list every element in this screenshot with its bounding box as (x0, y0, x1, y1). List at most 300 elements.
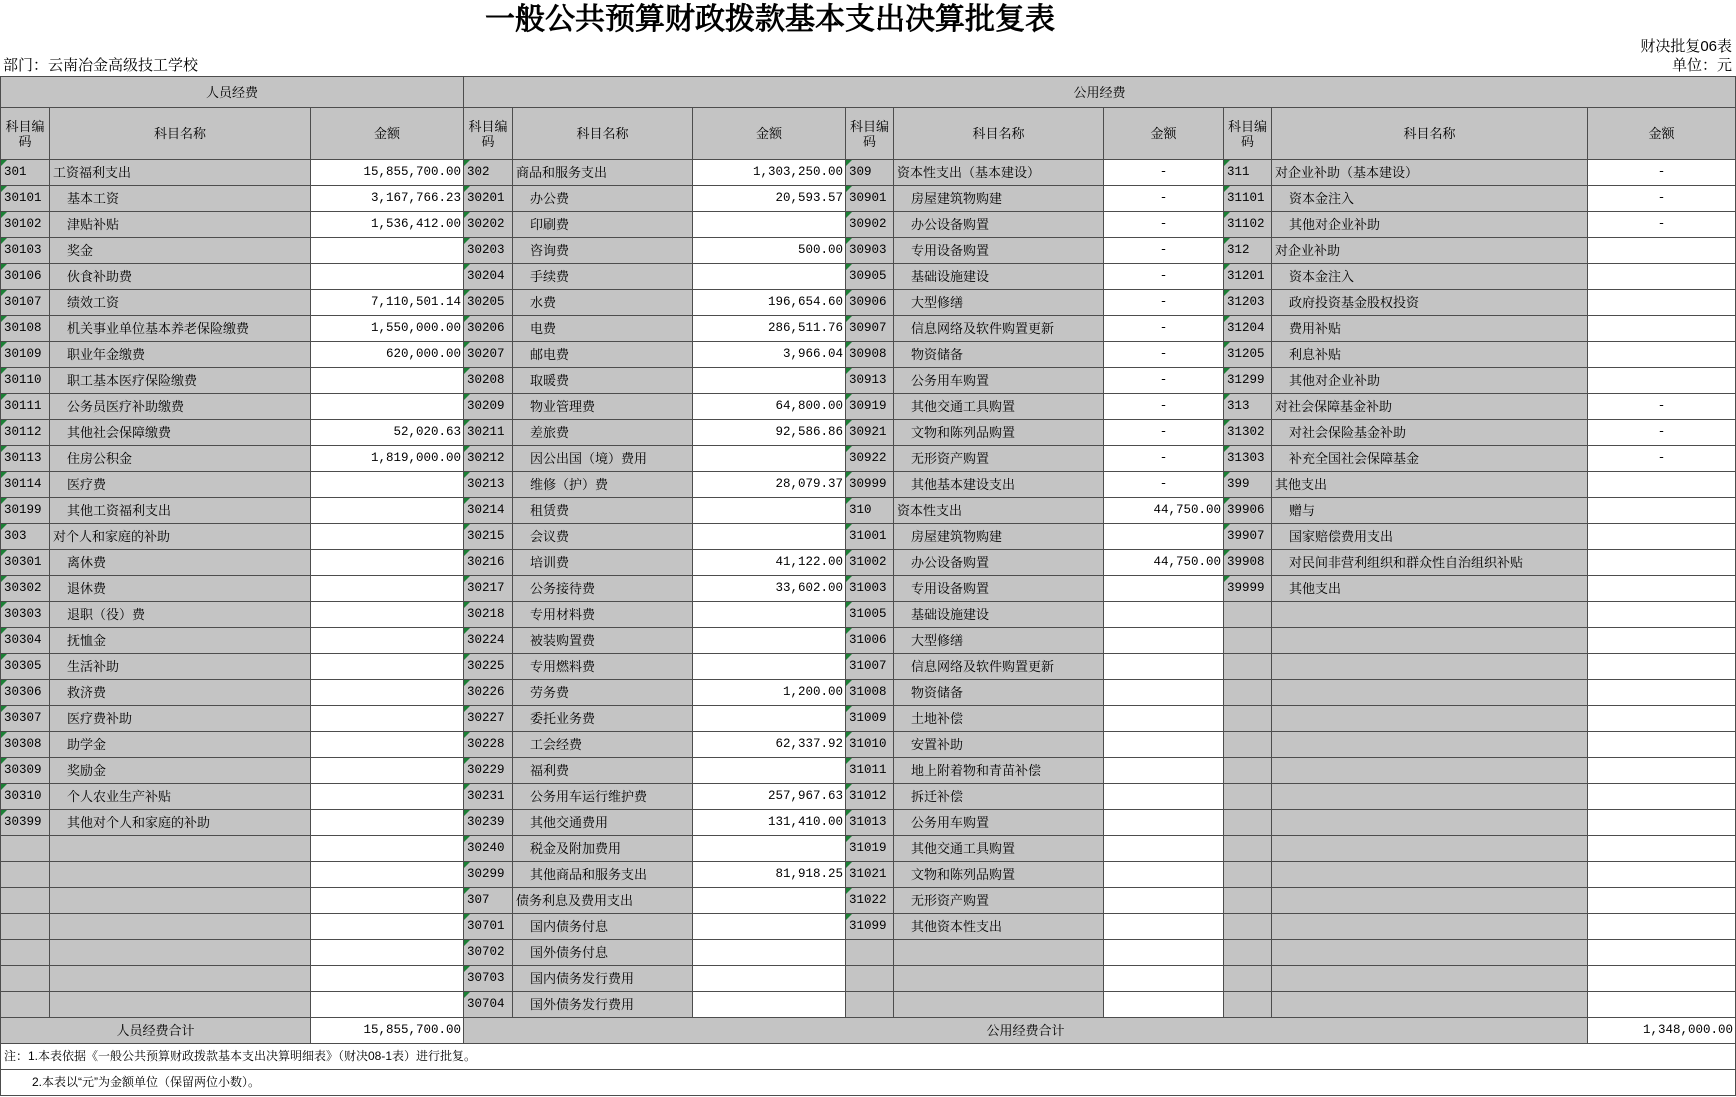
goods-services-amount-cell: 257,967.63 (693, 784, 846, 810)
capital-amount-cell (1104, 576, 1224, 602)
capital-amount-cell (1104, 940, 1224, 966)
personnel-name-cell: 医疗费补助 (50, 706, 311, 732)
subsidies-other-code-cell (1224, 914, 1272, 940)
personnel-amount-cell (311, 472, 464, 498)
capital-name-cell: 物资储备 (894, 680, 1104, 706)
capital-amount-cell: - (1104, 238, 1224, 264)
goods-services-code-cell: 30231 (464, 784, 513, 810)
goods-services-code-cell: 30224 (464, 628, 513, 654)
note-1: 注：1.本表依据《一般公共预算财政拨款基本支出决算明细表》（财决08-1表）进行批复。 (1, 1044, 1736, 1070)
capital-code-cell (846, 992, 894, 1018)
personnel-total-label: 人员经费合计 (1, 1018, 311, 1044)
personnel-code-cell: 30301 (1, 550, 50, 576)
personnel-amount-cell: 7,110,501.14 (311, 290, 464, 316)
capital-name-cell: 安置补助 (894, 732, 1104, 758)
goods-services-code-cell: 30211 (464, 420, 513, 446)
subsidies-other-code-cell (1224, 628, 1272, 654)
capital-name-cell: 专用设备购置 (894, 238, 1104, 264)
capital-amount-cell: - (1104, 342, 1224, 368)
personnel-code-cell: 30111 (1, 394, 50, 420)
goods-services-name-cell: 咨询费 (513, 238, 693, 264)
goods-services-amount-cell: 41,122.00 (693, 550, 846, 576)
goods-services-name-cell: 差旅费 (513, 420, 693, 446)
goods-services-code-cell: 30215 (464, 524, 513, 550)
subsidies-other-name-cell (1272, 654, 1588, 680)
capital-amount-cell: - (1104, 212, 1224, 238)
subsidies-other-amount-cell: - (1588, 394, 1736, 420)
subsidies-other-amount-cell: - (1588, 446, 1736, 472)
goods-services-amount-cell: 64,800.00 (693, 394, 846, 420)
goods-services-code-cell: 30217 (464, 576, 513, 602)
personnel-code-cell: 30399 (1, 810, 50, 836)
personnel-code-cell: 30302 (1, 576, 50, 602)
subsidies-other-code-cell: 39906 (1224, 498, 1272, 524)
personnel-amount-cell (311, 784, 464, 810)
capital-name-cell: 资本性支出（基本建设） (894, 160, 1104, 186)
capital-name-cell: 信息网络及软件购置更新 (894, 316, 1104, 342)
capital-name-cell: 文物和陈列品购置 (894, 862, 1104, 888)
subsidies-other-code-cell (1224, 680, 1272, 706)
subsidies-other-name-cell (1272, 940, 1588, 966)
personnel-code-cell: 303 (1, 524, 50, 550)
subsidies-other-name-cell: 其他支出 (1272, 472, 1588, 498)
goods-services-code-cell: 30701 (464, 914, 513, 940)
goods-services-code-cell: 30208 (464, 368, 513, 394)
personnel-name-cell: 退职（役）费 (50, 602, 311, 628)
capital-name-cell (894, 992, 1104, 1018)
subsidies-other-code-cell (1224, 888, 1272, 914)
personnel-amount-cell (311, 238, 464, 264)
personnel-amount-cell: 1,550,000.00 (311, 316, 464, 342)
capital-code-header: 科目编码 (846, 108, 894, 160)
goods-services-amount-cell: 3,966.04 (693, 342, 846, 368)
personnel-name-cell: 其他对个人和家庭的补助 (50, 810, 311, 836)
subsidies-other-name-cell: 资本金注入 (1272, 264, 1588, 290)
subsidies-other-amount-cell: - (1588, 212, 1736, 238)
subsidies-other-amount-cell (1588, 264, 1736, 290)
subsidies-other-amount-header: 金额 (1588, 108, 1736, 160)
goods-services-code-cell: 30202 (464, 212, 513, 238)
personnel-code-cell: 30102 (1, 212, 50, 238)
personnel-code-cell: 30113 (1, 446, 50, 472)
personnel-amount-cell (311, 940, 464, 966)
subsidies-other-code-cell: 31302 (1224, 420, 1272, 446)
capital-name-cell (894, 940, 1104, 966)
goods-services-amount-cell: 1,303,250.00 (693, 160, 846, 186)
personnel-amount-cell (311, 368, 464, 394)
personnel-code-cell: 30108 (1, 316, 50, 342)
subsidies-other-name-cell: 对社会保障基金补助 (1272, 394, 1588, 420)
capital-code-cell (846, 966, 894, 992)
personnel-code-cell: 30303 (1, 602, 50, 628)
personnel-code-cell (1, 914, 50, 940)
personnel-code-cell (1, 966, 50, 992)
personnel-code-cell: 301 (1, 160, 50, 186)
capital-code-cell: 30907 (846, 316, 894, 342)
personnel-code-cell (1, 940, 50, 966)
subsidies-other-code-cell: 31101 (1224, 186, 1272, 212)
personnel-name-cell: 抚恤金 (50, 628, 311, 654)
goods-services-name-cell: 因公出国（境）费用 (513, 446, 693, 472)
subsidies-other-amount-cell (1588, 862, 1736, 888)
capital-code-cell: 31011 (846, 758, 894, 784)
subsidies-other-code-cell (1224, 706, 1272, 732)
personnel-amount-cell (311, 264, 464, 290)
capital-amount-cell: - (1104, 472, 1224, 498)
subsidies-other-code-cell: 311 (1224, 160, 1272, 186)
goods-services-code-header: 科目编码 (464, 108, 513, 160)
goods-services-amount-cell (693, 940, 846, 966)
subsidies-other-amount-cell: - (1588, 186, 1736, 212)
capital-amount-header: 金额 (1104, 108, 1224, 160)
subsidies-other-code-cell (1224, 758, 1272, 784)
capital-code-cell: 309 (846, 160, 894, 186)
subsidies-other-amount-cell (1588, 576, 1736, 602)
goods-services-name-cell: 国内债务发行费用 (513, 966, 693, 992)
personnel-name-cell: 离休费 (50, 550, 311, 576)
subsidies-other-name-cell (1272, 628, 1588, 654)
subsidies-other-name-cell (1272, 810, 1588, 836)
subsidies-other-name-cell: 赠与 (1272, 498, 1588, 524)
subsidies-other-name-cell (1272, 602, 1588, 628)
personnel-name-header: 科目名称 (50, 108, 311, 160)
personnel-amount-cell (311, 888, 464, 914)
capital-amount-cell: - (1104, 316, 1224, 342)
personnel-code-cell: 30109 (1, 342, 50, 368)
capital-amount-cell (1104, 680, 1224, 706)
subsidies-other-code-cell: 39999 (1224, 576, 1272, 602)
goods-services-name-cell: 其他商品和服务支出 (513, 862, 693, 888)
capital-code-cell: 31003 (846, 576, 894, 602)
subsidies-other-code-cell (1224, 992, 1272, 1018)
subsidies-other-name-cell (1272, 862, 1588, 888)
goods-services-amount-cell (693, 654, 846, 680)
subsidies-other-amount-cell (1588, 810, 1736, 836)
personnel-code-cell (1, 862, 50, 888)
public-expenses-header: 公用经费 (464, 77, 1736, 108)
goods-services-code-cell: 30213 (464, 472, 513, 498)
goods-services-name-cell: 福利费 (513, 758, 693, 784)
personnel-code-cell: 30307 (1, 706, 50, 732)
goods-services-amount-cell (693, 212, 846, 238)
personnel-amount-cell (311, 966, 464, 992)
personnel-name-cell (50, 862, 311, 888)
subsidies-other-amount-cell (1588, 628, 1736, 654)
subsidies-other-code-cell (1224, 732, 1272, 758)
capital-code-cell: 30903 (846, 238, 894, 264)
subsidies-other-name-cell (1272, 992, 1588, 1018)
subsidies-other-name-cell: 资本金注入 (1272, 186, 1588, 212)
goods-services-code-cell: 30704 (464, 992, 513, 1018)
capital-name-cell: 房屋建筑物购建 (894, 186, 1104, 212)
goods-services-name-cell: 取暖费 (513, 368, 693, 394)
goods-services-code-cell: 30214 (464, 498, 513, 524)
capital-code-cell: 31008 (846, 680, 894, 706)
personnel-name-cell: 职工基本医疗保险缴费 (50, 368, 311, 394)
subsidies-other-amount-cell (1588, 342, 1736, 368)
capital-code-cell: 31001 (846, 524, 894, 550)
capital-code-cell: 30919 (846, 394, 894, 420)
subsidies-other-amount-cell: - (1588, 420, 1736, 446)
goods-services-name-cell: 水费 (513, 290, 693, 316)
goods-services-amount-cell (693, 888, 846, 914)
capital-amount-cell: - (1104, 290, 1224, 316)
goods-services-code-cell: 30299 (464, 862, 513, 888)
goods-services-name-header: 科目名称 (513, 108, 693, 160)
capital-amount-cell: 44,750.00 (1104, 550, 1224, 576)
personnel-code-cell: 30112 (1, 420, 50, 446)
personnel-name-cell (50, 966, 311, 992)
capital-code-cell: 31019 (846, 836, 894, 862)
personnel-name-cell (50, 914, 311, 940)
personnel-amount-header: 金额 (311, 108, 464, 160)
personnel-amount-cell: 1,536,412.00 (311, 212, 464, 238)
subsidies-other-code-cell (1224, 862, 1272, 888)
goods-services-code-cell: 30201 (464, 186, 513, 212)
capital-amount-cell (1104, 784, 1224, 810)
personnel-amount-cell (311, 576, 464, 602)
personnel-amount-cell (311, 862, 464, 888)
subsidies-other-code-cell (1224, 654, 1272, 680)
subsidies-other-name-cell (1272, 836, 1588, 862)
personnel-amount-cell (311, 732, 464, 758)
goods-services-name-cell: 维修（护）费 (513, 472, 693, 498)
goods-services-name-cell: 公务用车运行维护费 (513, 784, 693, 810)
goods-services-code-cell: 30702 (464, 940, 513, 966)
capital-name-cell: 其他资本性支出 (894, 914, 1104, 940)
personnel-code-cell: 30305 (1, 654, 50, 680)
capital-amount-cell (1104, 732, 1224, 758)
goods-services-code-cell: 30240 (464, 836, 513, 862)
personnel-amount-cell: 1,819,000.00 (311, 446, 464, 472)
subsidies-other-code-cell: 313 (1224, 394, 1272, 420)
subsidies-other-code-cell: 312 (1224, 238, 1272, 264)
goods-services-code-cell: 302 (464, 160, 513, 186)
goods-services-amount-cell (693, 524, 846, 550)
subsidies-other-name-cell (1272, 758, 1588, 784)
subsidies-other-name-cell: 政府投资基金股权投资 (1272, 290, 1588, 316)
subsidies-other-amount-cell (1588, 368, 1736, 394)
budget-table (0, 76, 1736, 1096)
capital-amount-cell: - (1104, 446, 1224, 472)
personnel-name-cell: 其他工资福利支出 (50, 498, 311, 524)
capital-code-cell: 30913 (846, 368, 894, 394)
subsidies-other-amount-cell (1588, 602, 1736, 628)
personnel-amount-cell (311, 628, 464, 654)
subsidies-other-name-cell: 利息补贴 (1272, 342, 1588, 368)
goods-services-amount-cell: 196,654.60 (693, 290, 846, 316)
capital-code-cell: 31007 (846, 654, 894, 680)
goods-services-amount-header: 金额 (693, 108, 846, 160)
goods-services-name-cell: 培训费 (513, 550, 693, 576)
subsidies-other-name-cell: 对民间非营利组织和群众性自治组织补贴 (1272, 550, 1588, 576)
subsidies-other-amount-cell (1588, 732, 1736, 758)
subsidies-other-code-cell: 39907 (1224, 524, 1272, 550)
capital-amount-cell: - (1104, 160, 1224, 186)
capital-amount-cell (1104, 992, 1224, 1018)
capital-code-cell: 30921 (846, 420, 894, 446)
personnel-code-cell (1, 836, 50, 862)
goods-services-name-cell: 委托业务费 (513, 706, 693, 732)
capital-code-cell: 31002 (846, 550, 894, 576)
capital-amount-cell: - (1104, 368, 1224, 394)
form-number: 财决批复06表 (1640, 38, 1732, 55)
capital-code-cell: 31005 (846, 602, 894, 628)
goods-services-name-cell: 专用材料费 (513, 602, 693, 628)
goods-services-code-cell: 30227 (464, 706, 513, 732)
personnel-name-cell: 工资福利支出 (50, 160, 311, 186)
personnel-code-cell: 30114 (1, 472, 50, 498)
capital-name-cell (894, 966, 1104, 992)
goods-services-amount-cell (693, 966, 846, 992)
goods-services-code-cell: 30218 (464, 602, 513, 628)
personnel-amount-cell (311, 836, 464, 862)
goods-services-amount-cell: 1,200.00 (693, 680, 846, 706)
goods-services-name-cell: 会议费 (513, 524, 693, 550)
goods-services-name-cell: 邮电费 (513, 342, 693, 368)
capital-code-cell: 30902 (846, 212, 894, 238)
capital-amount-cell (1104, 836, 1224, 862)
goods-services-code-cell: 30206 (464, 316, 513, 342)
subsidies-other-name-cell: 费用补贴 (1272, 316, 1588, 342)
subsidies-other-code-cell (1224, 784, 1272, 810)
personnel-name-cell: 奖金 (50, 238, 311, 264)
subsidies-other-name-cell (1272, 966, 1588, 992)
subsidies-other-name-cell: 其他对企业补助 (1272, 212, 1588, 238)
subsidies-other-code-cell: 31201 (1224, 264, 1272, 290)
capital-amount-cell (1104, 758, 1224, 784)
subsidies-other-name-cell (1272, 888, 1588, 914)
subsidies-other-amount-cell (1588, 888, 1736, 914)
note-2: 2.本表以“元”为金额单位（保留两位小数）。 (1, 1070, 1736, 1096)
goods-services-name-cell: 专用燃料费 (513, 654, 693, 680)
capital-amount-cell: - (1104, 264, 1224, 290)
goods-services-code-cell: 30239 (464, 810, 513, 836)
capital-amount-cell (1104, 914, 1224, 940)
personnel-code-cell: 30106 (1, 264, 50, 290)
goods-services-name-cell: 电费 (513, 316, 693, 342)
personnel-name-cell: 生活补助 (50, 654, 311, 680)
goods-services-amount-cell (693, 498, 846, 524)
personnel-amount-cell (311, 498, 464, 524)
subsidies-other-name-cell (1272, 732, 1588, 758)
capital-name-cell: 土地补偿 (894, 706, 1104, 732)
subsidies-other-amount-cell (1588, 992, 1736, 1018)
capital-name-cell: 拆迁补偿 (894, 784, 1104, 810)
capital-code-cell: 30906 (846, 290, 894, 316)
personnel-name-cell: 医疗费 (50, 472, 311, 498)
subsidies-other-amount-cell (1588, 914, 1736, 940)
capital-name-cell: 无形资产购置 (894, 446, 1104, 472)
personnel-name-cell (50, 888, 311, 914)
personnel-name-cell: 公务员医疗补助缴费 (50, 394, 311, 420)
personnel-code-cell: 30309 (1, 758, 50, 784)
capital-name-cell: 其他交通工具购置 (894, 836, 1104, 862)
subsidies-other-amount-cell (1588, 966, 1736, 992)
subsidies-other-name-header: 科目名称 (1272, 108, 1588, 160)
capital-name-cell: 公务用车购置 (894, 810, 1104, 836)
capital-name-cell: 文物和陈列品购置 (894, 420, 1104, 446)
subsidies-other-code-cell (1224, 940, 1272, 966)
goods-services-code-cell: 30204 (464, 264, 513, 290)
personnel-name-cell (50, 940, 311, 966)
subsidies-other-amount-cell (1588, 784, 1736, 810)
personnel-name-cell: 基本工资 (50, 186, 311, 212)
personnel-name-cell: 机关事业单位基本养老保险缴费 (50, 316, 311, 342)
capital-amount-cell: - (1104, 420, 1224, 446)
goods-services-amount-cell: 81,918.25 (693, 862, 846, 888)
goods-services-name-cell: 工会经费 (513, 732, 693, 758)
personnel-amount-cell (311, 992, 464, 1018)
capital-name-cell: 其他交通工具购置 (894, 394, 1104, 420)
goods-services-amount-cell: 500.00 (693, 238, 846, 264)
personnel-name-cell (50, 836, 311, 862)
personnel-amount-cell (311, 758, 464, 784)
capital-amount-cell (1104, 524, 1224, 550)
goods-services-code-cell: 30229 (464, 758, 513, 784)
public-total-label: 公用经费合计 (464, 1018, 1588, 1044)
capital-name-cell: 基础设施建设 (894, 602, 1104, 628)
goods-services-name-cell: 其他交通费用 (513, 810, 693, 836)
goods-services-name-cell: 租赁费 (513, 498, 693, 524)
personnel-amount-cell (311, 602, 464, 628)
goods-services-code-cell: 30209 (464, 394, 513, 420)
personnel-name-cell: 对个人和家庭的补助 (50, 524, 311, 550)
goods-services-amount-cell (693, 992, 846, 1018)
capital-name-cell: 大型修缮 (894, 628, 1104, 654)
capital-amount-cell (1104, 966, 1224, 992)
personnel-amount-cell (311, 550, 464, 576)
goods-services-amount-cell: 20,593.57 (693, 186, 846, 212)
goods-services-code-cell: 30226 (464, 680, 513, 706)
capital-amount-cell (1104, 706, 1224, 732)
goods-services-amount-cell (693, 706, 846, 732)
goods-services-code-cell: 30228 (464, 732, 513, 758)
goods-services-name-cell: 公务接待费 (513, 576, 693, 602)
capital-name-cell: 办公设备购置 (894, 550, 1104, 576)
personnel-name-cell: 津贴补贴 (50, 212, 311, 238)
personnel-expenses-header: 人员经费 (1, 77, 464, 108)
capital-name-cell: 大型修缮 (894, 290, 1104, 316)
subsidies-other-code-cell: 31205 (1224, 342, 1272, 368)
subsidies-other-amount-cell (1588, 706, 1736, 732)
goods-services-amount-cell: 28,079.37 (693, 472, 846, 498)
subsidies-other-amount-cell (1588, 290, 1736, 316)
capital-code-cell: 30905 (846, 264, 894, 290)
subsidies-other-code-cell (1224, 810, 1272, 836)
capital-code-cell: 31006 (846, 628, 894, 654)
goods-services-amount-cell: 62,337.92 (693, 732, 846, 758)
subsidies-other-name-cell: 对企业补助 (1272, 238, 1588, 264)
personnel-name-cell: 救济费 (50, 680, 311, 706)
goods-services-name-cell: 税金及附加费用 (513, 836, 693, 862)
personnel-code-cell (1, 992, 50, 1018)
goods-services-code-cell: 30225 (464, 654, 513, 680)
capital-code-cell: 31012 (846, 784, 894, 810)
capital-code-cell (846, 940, 894, 966)
personnel-name-cell: 其他社会保障缴费 (50, 420, 311, 446)
personnel-amount-cell: 52,020.63 (311, 420, 464, 446)
goods-services-code-cell: 30212 (464, 446, 513, 472)
goods-services-code-cell: 30205 (464, 290, 513, 316)
subsidies-other-code-cell: 399 (1224, 472, 1272, 498)
subsidies-other-name-cell (1272, 680, 1588, 706)
public-total-amount: 1,348,000.00 (1588, 1018, 1736, 1044)
capital-code-cell: 31013 (846, 810, 894, 836)
subsidies-other-code-header: 科目编码 (1224, 108, 1272, 160)
personnel-code-cell: 30199 (1, 498, 50, 524)
personnel-code-cell: 30103 (1, 238, 50, 264)
